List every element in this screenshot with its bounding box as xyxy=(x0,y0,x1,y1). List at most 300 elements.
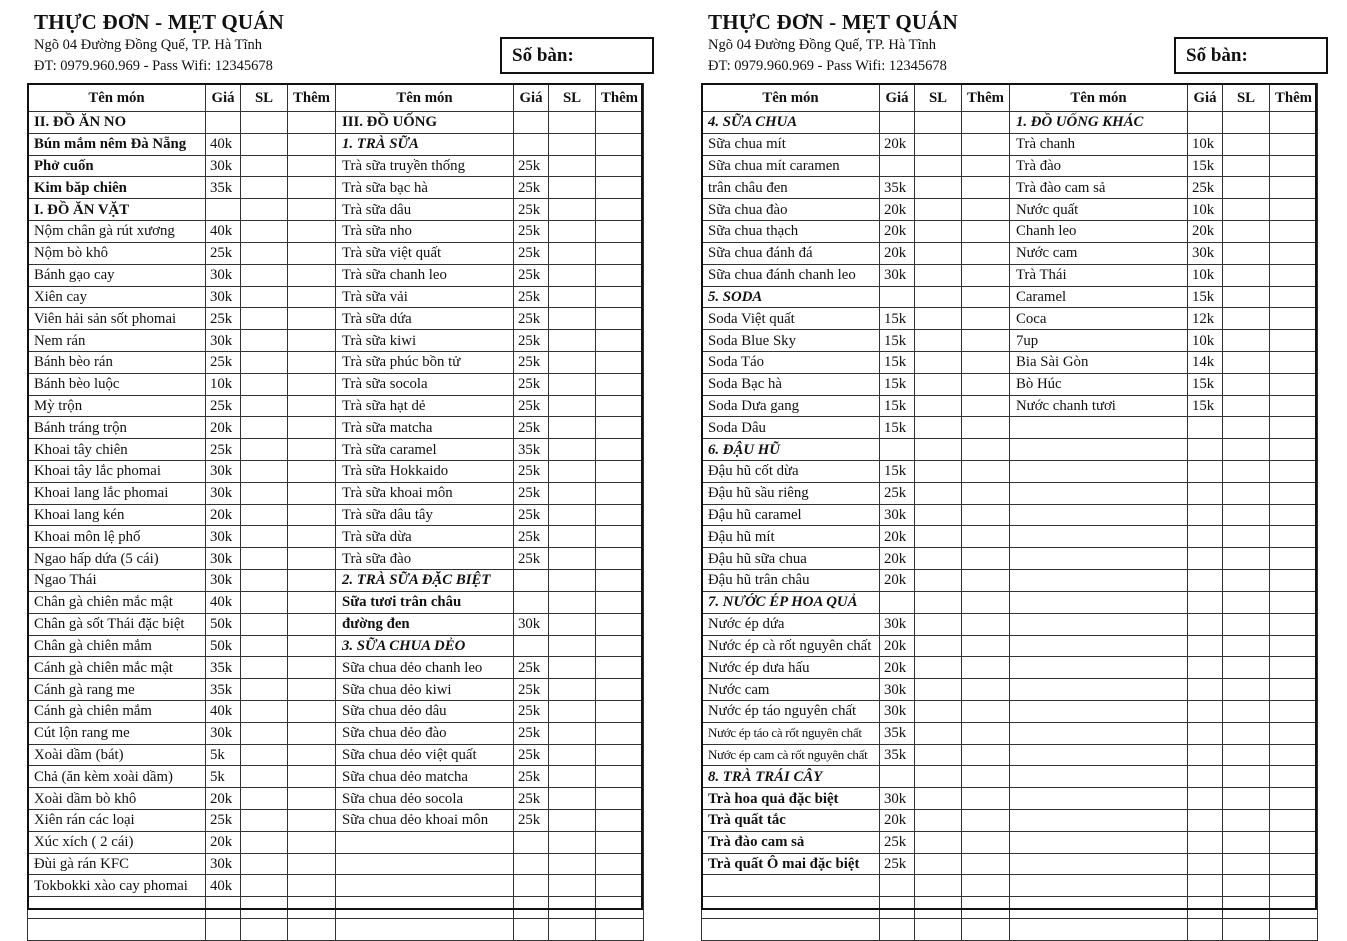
qty-cell[interactable] xyxy=(1223,853,1270,875)
extra-cell[interactable] xyxy=(288,810,336,832)
qty-cell[interactable] xyxy=(1223,526,1270,548)
qty-cell[interactable] xyxy=(1223,919,1270,941)
extra-cell[interactable] xyxy=(1270,482,1318,504)
qty-cell[interactable] xyxy=(915,526,962,548)
qty-cell[interactable] xyxy=(549,155,596,177)
qty-cell[interactable] xyxy=(549,112,596,134)
extra-cell[interactable] xyxy=(1270,199,1318,221)
qty-cell[interactable] xyxy=(549,679,596,701)
qty-cell[interactable] xyxy=(915,504,962,526)
qty-cell[interactable] xyxy=(241,766,288,788)
qty-cell[interactable] xyxy=(241,788,288,810)
qty-cell[interactable] xyxy=(915,242,962,264)
qty-cell[interactable] xyxy=(549,286,596,308)
extra-cell[interactable] xyxy=(596,133,644,155)
extra-cell[interactable] xyxy=(288,351,336,373)
qty-cell[interactable] xyxy=(1223,395,1270,417)
extra-cell[interactable] xyxy=(596,810,644,832)
qty-cell[interactable] xyxy=(1223,482,1270,504)
qty-cell[interactable] xyxy=(1223,199,1270,221)
qty-cell[interactable] xyxy=(241,112,288,134)
extra-cell[interactable] xyxy=(596,570,644,592)
extra-cell[interactable] xyxy=(1270,766,1318,788)
extra-cell[interactable] xyxy=(288,766,336,788)
qty-cell[interactable] xyxy=(241,548,288,570)
extra-cell[interactable] xyxy=(596,199,644,221)
extra-cell[interactable] xyxy=(1270,548,1318,570)
qty-cell[interactable] xyxy=(241,133,288,155)
extra-cell[interactable] xyxy=(962,439,1010,461)
qty-cell[interactable] xyxy=(915,722,962,744)
table-number-box[interactable] xyxy=(1174,37,1328,74)
extra-cell[interactable] xyxy=(1270,373,1318,395)
extra-cell[interactable] xyxy=(596,831,644,853)
qty-cell[interactable] xyxy=(1223,330,1270,352)
extra-cell[interactable] xyxy=(1270,897,1318,919)
extra-cell[interactable] xyxy=(962,417,1010,439)
extra-cell[interactable] xyxy=(596,613,644,635)
extra-cell[interactable] xyxy=(288,482,336,504)
extra-cell[interactable] xyxy=(596,744,644,766)
extra-cell[interactable] xyxy=(1270,657,1318,679)
qty-cell[interactable] xyxy=(241,875,288,897)
qty-cell[interactable] xyxy=(549,482,596,504)
extra-cell[interactable] xyxy=(1270,679,1318,701)
extra-cell[interactable] xyxy=(962,700,1010,722)
qty-cell[interactable] xyxy=(549,461,596,483)
qty-cell[interactable] xyxy=(1223,657,1270,679)
extra-cell[interactable] xyxy=(962,831,1010,853)
qty-cell[interactable] xyxy=(1223,308,1270,330)
qty-cell[interactable] xyxy=(241,308,288,330)
qty-cell[interactable] xyxy=(549,919,596,941)
qty-cell[interactable] xyxy=(241,657,288,679)
extra-cell[interactable] xyxy=(1270,177,1318,199)
qty-cell[interactable] xyxy=(549,133,596,155)
extra-cell[interactable] xyxy=(596,700,644,722)
qty-cell[interactable] xyxy=(241,679,288,701)
extra-cell[interactable] xyxy=(596,221,644,243)
qty-cell[interactable] xyxy=(549,308,596,330)
qty-cell[interactable] xyxy=(241,439,288,461)
extra-cell[interactable] xyxy=(1270,351,1318,373)
extra-cell[interactable] xyxy=(288,548,336,570)
qty-cell[interactable] xyxy=(915,679,962,701)
extra-cell[interactable] xyxy=(962,657,1010,679)
extra-cell[interactable] xyxy=(596,548,644,570)
qty-cell[interactable] xyxy=(915,482,962,504)
qty-cell[interactable] xyxy=(241,897,288,919)
qty-cell[interactable] xyxy=(1223,635,1270,657)
extra-cell[interactable] xyxy=(962,395,1010,417)
extra-cell[interactable] xyxy=(596,919,644,941)
qty-cell[interactable] xyxy=(1223,417,1270,439)
qty-cell[interactable] xyxy=(915,177,962,199)
qty-cell[interactable] xyxy=(241,461,288,483)
extra-cell[interactable] xyxy=(596,504,644,526)
extra-cell[interactable] xyxy=(596,897,644,919)
qty-cell[interactable] xyxy=(1223,221,1270,243)
qty-cell[interactable] xyxy=(549,657,596,679)
extra-cell[interactable] xyxy=(1270,788,1318,810)
extra-cell[interactable] xyxy=(962,264,1010,286)
qty-cell[interactable] xyxy=(1223,264,1270,286)
qty-cell[interactable] xyxy=(549,395,596,417)
extra-cell[interactable] xyxy=(1270,635,1318,657)
extra-cell[interactable] xyxy=(1270,286,1318,308)
qty-cell[interactable] xyxy=(549,570,596,592)
extra-cell[interactable] xyxy=(962,853,1010,875)
extra-cell[interactable] xyxy=(288,133,336,155)
qty-cell[interactable] xyxy=(549,221,596,243)
extra-cell[interactable] xyxy=(596,439,644,461)
qty-cell[interactable] xyxy=(549,788,596,810)
extra-cell[interactable] xyxy=(1270,722,1318,744)
qty-cell[interactable] xyxy=(241,504,288,526)
qty-cell[interactable] xyxy=(241,722,288,744)
qty-cell[interactable] xyxy=(915,133,962,155)
qty-cell[interactable] xyxy=(241,744,288,766)
extra-cell[interactable] xyxy=(288,504,336,526)
qty-cell[interactable] xyxy=(915,548,962,570)
extra-cell[interactable] xyxy=(962,286,1010,308)
qty-cell[interactable] xyxy=(915,591,962,613)
extra-cell[interactable] xyxy=(288,853,336,875)
qty-cell[interactable] xyxy=(241,482,288,504)
qty-cell[interactable] xyxy=(915,700,962,722)
extra-cell[interactable] xyxy=(1270,264,1318,286)
extra-cell[interactable] xyxy=(1270,700,1318,722)
qty-cell[interactable] xyxy=(549,330,596,352)
extra-cell[interactable] xyxy=(288,679,336,701)
extra-cell[interactable] xyxy=(1270,395,1318,417)
qty-cell[interactable] xyxy=(1223,373,1270,395)
extra-cell[interactable] xyxy=(596,722,644,744)
extra-cell[interactable] xyxy=(596,591,644,613)
qty-cell[interactable] xyxy=(241,613,288,635)
extra-cell[interactable] xyxy=(962,330,1010,352)
extra-cell[interactable] xyxy=(596,853,644,875)
extra-cell[interactable] xyxy=(288,831,336,853)
extra-cell[interactable] xyxy=(962,504,1010,526)
extra-cell[interactable] xyxy=(288,526,336,548)
qty-cell[interactable] xyxy=(915,395,962,417)
extra-cell[interactable] xyxy=(288,613,336,635)
qty-cell[interactable] xyxy=(915,199,962,221)
extra-cell[interactable] xyxy=(288,570,336,592)
extra-cell[interactable] xyxy=(596,461,644,483)
qty-cell[interactable] xyxy=(1223,351,1270,373)
extra-cell[interactable] xyxy=(596,395,644,417)
qty-cell[interactable] xyxy=(549,853,596,875)
extra-cell[interactable] xyxy=(1270,133,1318,155)
extra-cell[interactable] xyxy=(288,461,336,483)
qty-cell[interactable] xyxy=(241,199,288,221)
extra-cell[interactable] xyxy=(1270,112,1318,134)
extra-cell[interactable] xyxy=(1270,417,1318,439)
extra-cell[interactable] xyxy=(288,221,336,243)
qty-cell[interactable] xyxy=(241,635,288,657)
extra-cell[interactable] xyxy=(288,744,336,766)
qty-cell[interactable] xyxy=(549,199,596,221)
extra-cell[interactable] xyxy=(288,635,336,657)
extra-cell[interactable] xyxy=(1270,570,1318,592)
qty-cell[interactable] xyxy=(1223,810,1270,832)
qty-cell[interactable] xyxy=(915,221,962,243)
qty-cell[interactable] xyxy=(549,831,596,853)
qty-cell[interactable] xyxy=(549,875,596,897)
qty-cell[interactable] xyxy=(549,417,596,439)
extra-cell[interactable] xyxy=(962,112,1010,134)
extra-cell[interactable] xyxy=(288,286,336,308)
extra-cell[interactable] xyxy=(962,613,1010,635)
qty-cell[interactable] xyxy=(1223,788,1270,810)
qty-cell[interactable] xyxy=(549,351,596,373)
qty-cell[interactable] xyxy=(549,700,596,722)
qty-cell[interactable] xyxy=(915,875,962,897)
qty-cell[interactable] xyxy=(1223,112,1270,134)
extra-cell[interactable] xyxy=(288,788,336,810)
qty-cell[interactable] xyxy=(1223,875,1270,897)
qty-cell[interactable] xyxy=(1223,897,1270,919)
extra-cell[interactable] xyxy=(288,242,336,264)
extra-cell[interactable] xyxy=(962,199,1010,221)
qty-cell[interactable] xyxy=(241,570,288,592)
qty-cell[interactable] xyxy=(915,308,962,330)
extra-cell[interactable] xyxy=(288,308,336,330)
qty-cell[interactable] xyxy=(1223,831,1270,853)
qty-cell[interactable] xyxy=(915,897,962,919)
extra-cell[interactable] xyxy=(962,308,1010,330)
extra-cell[interactable] xyxy=(962,177,1010,199)
extra-cell[interactable] xyxy=(962,875,1010,897)
qty-cell[interactable] xyxy=(1223,548,1270,570)
qty-cell[interactable] xyxy=(1223,155,1270,177)
extra-cell[interactable] xyxy=(1270,461,1318,483)
extra-cell[interactable] xyxy=(962,570,1010,592)
extra-cell[interactable] xyxy=(288,439,336,461)
qty-cell[interactable] xyxy=(241,221,288,243)
qty-cell[interactable] xyxy=(1223,570,1270,592)
qty-cell[interactable] xyxy=(549,722,596,744)
extra-cell[interactable] xyxy=(596,657,644,679)
extra-cell[interactable] xyxy=(962,897,1010,919)
qty-cell[interactable] xyxy=(915,417,962,439)
qty-cell[interactable] xyxy=(1223,133,1270,155)
qty-cell[interactable] xyxy=(241,286,288,308)
qty-cell[interactable] xyxy=(1223,613,1270,635)
extra-cell[interactable] xyxy=(962,919,1010,941)
extra-cell[interactable] xyxy=(596,766,644,788)
qty-cell[interactable] xyxy=(549,264,596,286)
extra-cell[interactable] xyxy=(962,722,1010,744)
qty-cell[interactable] xyxy=(241,831,288,853)
qty-cell[interactable] xyxy=(549,635,596,657)
extra-cell[interactable] xyxy=(1270,613,1318,635)
extra-cell[interactable] xyxy=(962,766,1010,788)
qty-cell[interactable] xyxy=(915,810,962,832)
extra-cell[interactable] xyxy=(1270,591,1318,613)
extra-cell[interactable] xyxy=(1270,875,1318,897)
qty-cell[interactable] xyxy=(241,810,288,832)
qty-cell[interactable] xyxy=(915,657,962,679)
qty-cell[interactable] xyxy=(915,155,962,177)
extra-cell[interactable] xyxy=(1270,330,1318,352)
extra-cell[interactable] xyxy=(962,548,1010,570)
extra-cell[interactable] xyxy=(962,810,1010,832)
qty-cell[interactable] xyxy=(241,242,288,264)
qty-cell[interactable] xyxy=(1223,744,1270,766)
extra-cell[interactable] xyxy=(288,897,336,919)
qty-cell[interactable] xyxy=(241,919,288,941)
qty-cell[interactable] xyxy=(915,635,962,657)
qty-cell[interactable] xyxy=(915,613,962,635)
qty-cell[interactable] xyxy=(549,613,596,635)
extra-cell[interactable] xyxy=(1270,221,1318,243)
extra-cell[interactable] xyxy=(962,221,1010,243)
qty-cell[interactable] xyxy=(915,112,962,134)
extra-cell[interactable] xyxy=(596,242,644,264)
extra-cell[interactable] xyxy=(596,112,644,134)
qty-cell[interactable] xyxy=(915,919,962,941)
extra-cell[interactable] xyxy=(962,591,1010,613)
extra-cell[interactable] xyxy=(288,264,336,286)
extra-cell[interactable] xyxy=(962,133,1010,155)
qty-cell[interactable] xyxy=(549,548,596,570)
qty-cell[interactable] xyxy=(915,570,962,592)
extra-cell[interactable] xyxy=(596,788,644,810)
extra-cell[interactable] xyxy=(1270,155,1318,177)
qty-cell[interactable] xyxy=(241,853,288,875)
extra-cell[interactable] xyxy=(1270,242,1318,264)
extra-cell[interactable] xyxy=(962,635,1010,657)
extra-cell[interactable] xyxy=(1270,853,1318,875)
extra-cell[interactable] xyxy=(1270,919,1318,941)
qty-cell[interactable] xyxy=(549,373,596,395)
qty-cell[interactable] xyxy=(549,591,596,613)
extra-cell[interactable] xyxy=(288,700,336,722)
extra-cell[interactable] xyxy=(596,286,644,308)
qty-cell[interactable] xyxy=(549,439,596,461)
extra-cell[interactable] xyxy=(962,373,1010,395)
extra-cell[interactable] xyxy=(288,395,336,417)
qty-cell[interactable] xyxy=(915,853,962,875)
extra-cell[interactable] xyxy=(596,635,644,657)
qty-cell[interactable] xyxy=(241,700,288,722)
qty-cell[interactable] xyxy=(1223,700,1270,722)
qty-cell[interactable] xyxy=(549,766,596,788)
extra-cell[interactable] xyxy=(596,264,644,286)
extra-cell[interactable] xyxy=(596,526,644,548)
extra-cell[interactable] xyxy=(288,177,336,199)
extra-cell[interactable] xyxy=(288,199,336,221)
qty-cell[interactable] xyxy=(1223,722,1270,744)
qty-cell[interactable] xyxy=(241,526,288,548)
qty-cell[interactable] xyxy=(1223,591,1270,613)
extra-cell[interactable] xyxy=(1270,744,1318,766)
qty-cell[interactable] xyxy=(1223,286,1270,308)
extra-cell[interactable] xyxy=(288,591,336,613)
extra-cell[interactable] xyxy=(288,722,336,744)
qty-cell[interactable] xyxy=(1223,461,1270,483)
extra-cell[interactable] xyxy=(288,919,336,941)
extra-cell[interactable] xyxy=(596,679,644,701)
extra-cell[interactable] xyxy=(596,373,644,395)
qty-cell[interactable] xyxy=(915,439,962,461)
extra-cell[interactable] xyxy=(288,330,336,352)
qty-cell[interactable] xyxy=(241,330,288,352)
qty-cell[interactable] xyxy=(915,373,962,395)
extra-cell[interactable] xyxy=(962,744,1010,766)
qty-cell[interactable] xyxy=(241,177,288,199)
qty-cell[interactable] xyxy=(1223,439,1270,461)
extra-cell[interactable] xyxy=(1270,831,1318,853)
extra-cell[interactable] xyxy=(596,482,644,504)
qty-cell[interactable] xyxy=(549,526,596,548)
qty-cell[interactable] xyxy=(549,897,596,919)
table-number-box[interactable] xyxy=(500,37,654,74)
qty-cell[interactable] xyxy=(915,286,962,308)
qty-cell[interactable] xyxy=(549,744,596,766)
extra-cell[interactable] xyxy=(596,308,644,330)
extra-cell[interactable] xyxy=(596,330,644,352)
qty-cell[interactable] xyxy=(915,330,962,352)
extra-cell[interactable] xyxy=(596,155,644,177)
qty-cell[interactable] xyxy=(915,461,962,483)
qty-cell[interactable] xyxy=(549,810,596,832)
qty-cell[interactable] xyxy=(1223,242,1270,264)
qty-cell[interactable] xyxy=(241,591,288,613)
qty-cell[interactable] xyxy=(915,351,962,373)
qty-cell[interactable] xyxy=(549,504,596,526)
qty-cell[interactable] xyxy=(241,264,288,286)
extra-cell[interactable] xyxy=(288,112,336,134)
qty-cell[interactable] xyxy=(915,264,962,286)
extra-cell[interactable] xyxy=(1270,439,1318,461)
extra-cell[interactable] xyxy=(1270,526,1318,548)
extra-cell[interactable] xyxy=(962,242,1010,264)
qty-cell[interactable] xyxy=(1223,766,1270,788)
extra-cell[interactable] xyxy=(288,417,336,439)
extra-cell[interactable] xyxy=(962,482,1010,504)
qty-cell[interactable] xyxy=(241,417,288,439)
qty-cell[interactable] xyxy=(241,373,288,395)
extra-cell[interactable] xyxy=(962,155,1010,177)
extra-cell[interactable] xyxy=(1270,504,1318,526)
extra-cell[interactable] xyxy=(962,461,1010,483)
extra-cell[interactable] xyxy=(962,526,1010,548)
extra-cell[interactable] xyxy=(288,373,336,395)
extra-cell[interactable] xyxy=(962,679,1010,701)
extra-cell[interactable] xyxy=(1270,308,1318,330)
extra-cell[interactable] xyxy=(596,875,644,897)
qty-cell[interactable] xyxy=(549,242,596,264)
qty-cell[interactable] xyxy=(915,766,962,788)
qty-cell[interactable] xyxy=(1223,177,1270,199)
qty-cell[interactable] xyxy=(549,177,596,199)
extra-cell[interactable] xyxy=(288,875,336,897)
qty-cell[interactable] xyxy=(241,351,288,373)
extra-cell[interactable] xyxy=(288,155,336,177)
qty-cell[interactable] xyxy=(915,788,962,810)
qty-cell[interactable] xyxy=(915,831,962,853)
qty-cell[interactable] xyxy=(915,744,962,766)
extra-cell[interactable] xyxy=(1270,810,1318,832)
extra-cell[interactable] xyxy=(288,657,336,679)
extra-cell[interactable] xyxy=(596,351,644,373)
qty-cell[interactable] xyxy=(241,155,288,177)
qty-cell[interactable] xyxy=(241,395,288,417)
